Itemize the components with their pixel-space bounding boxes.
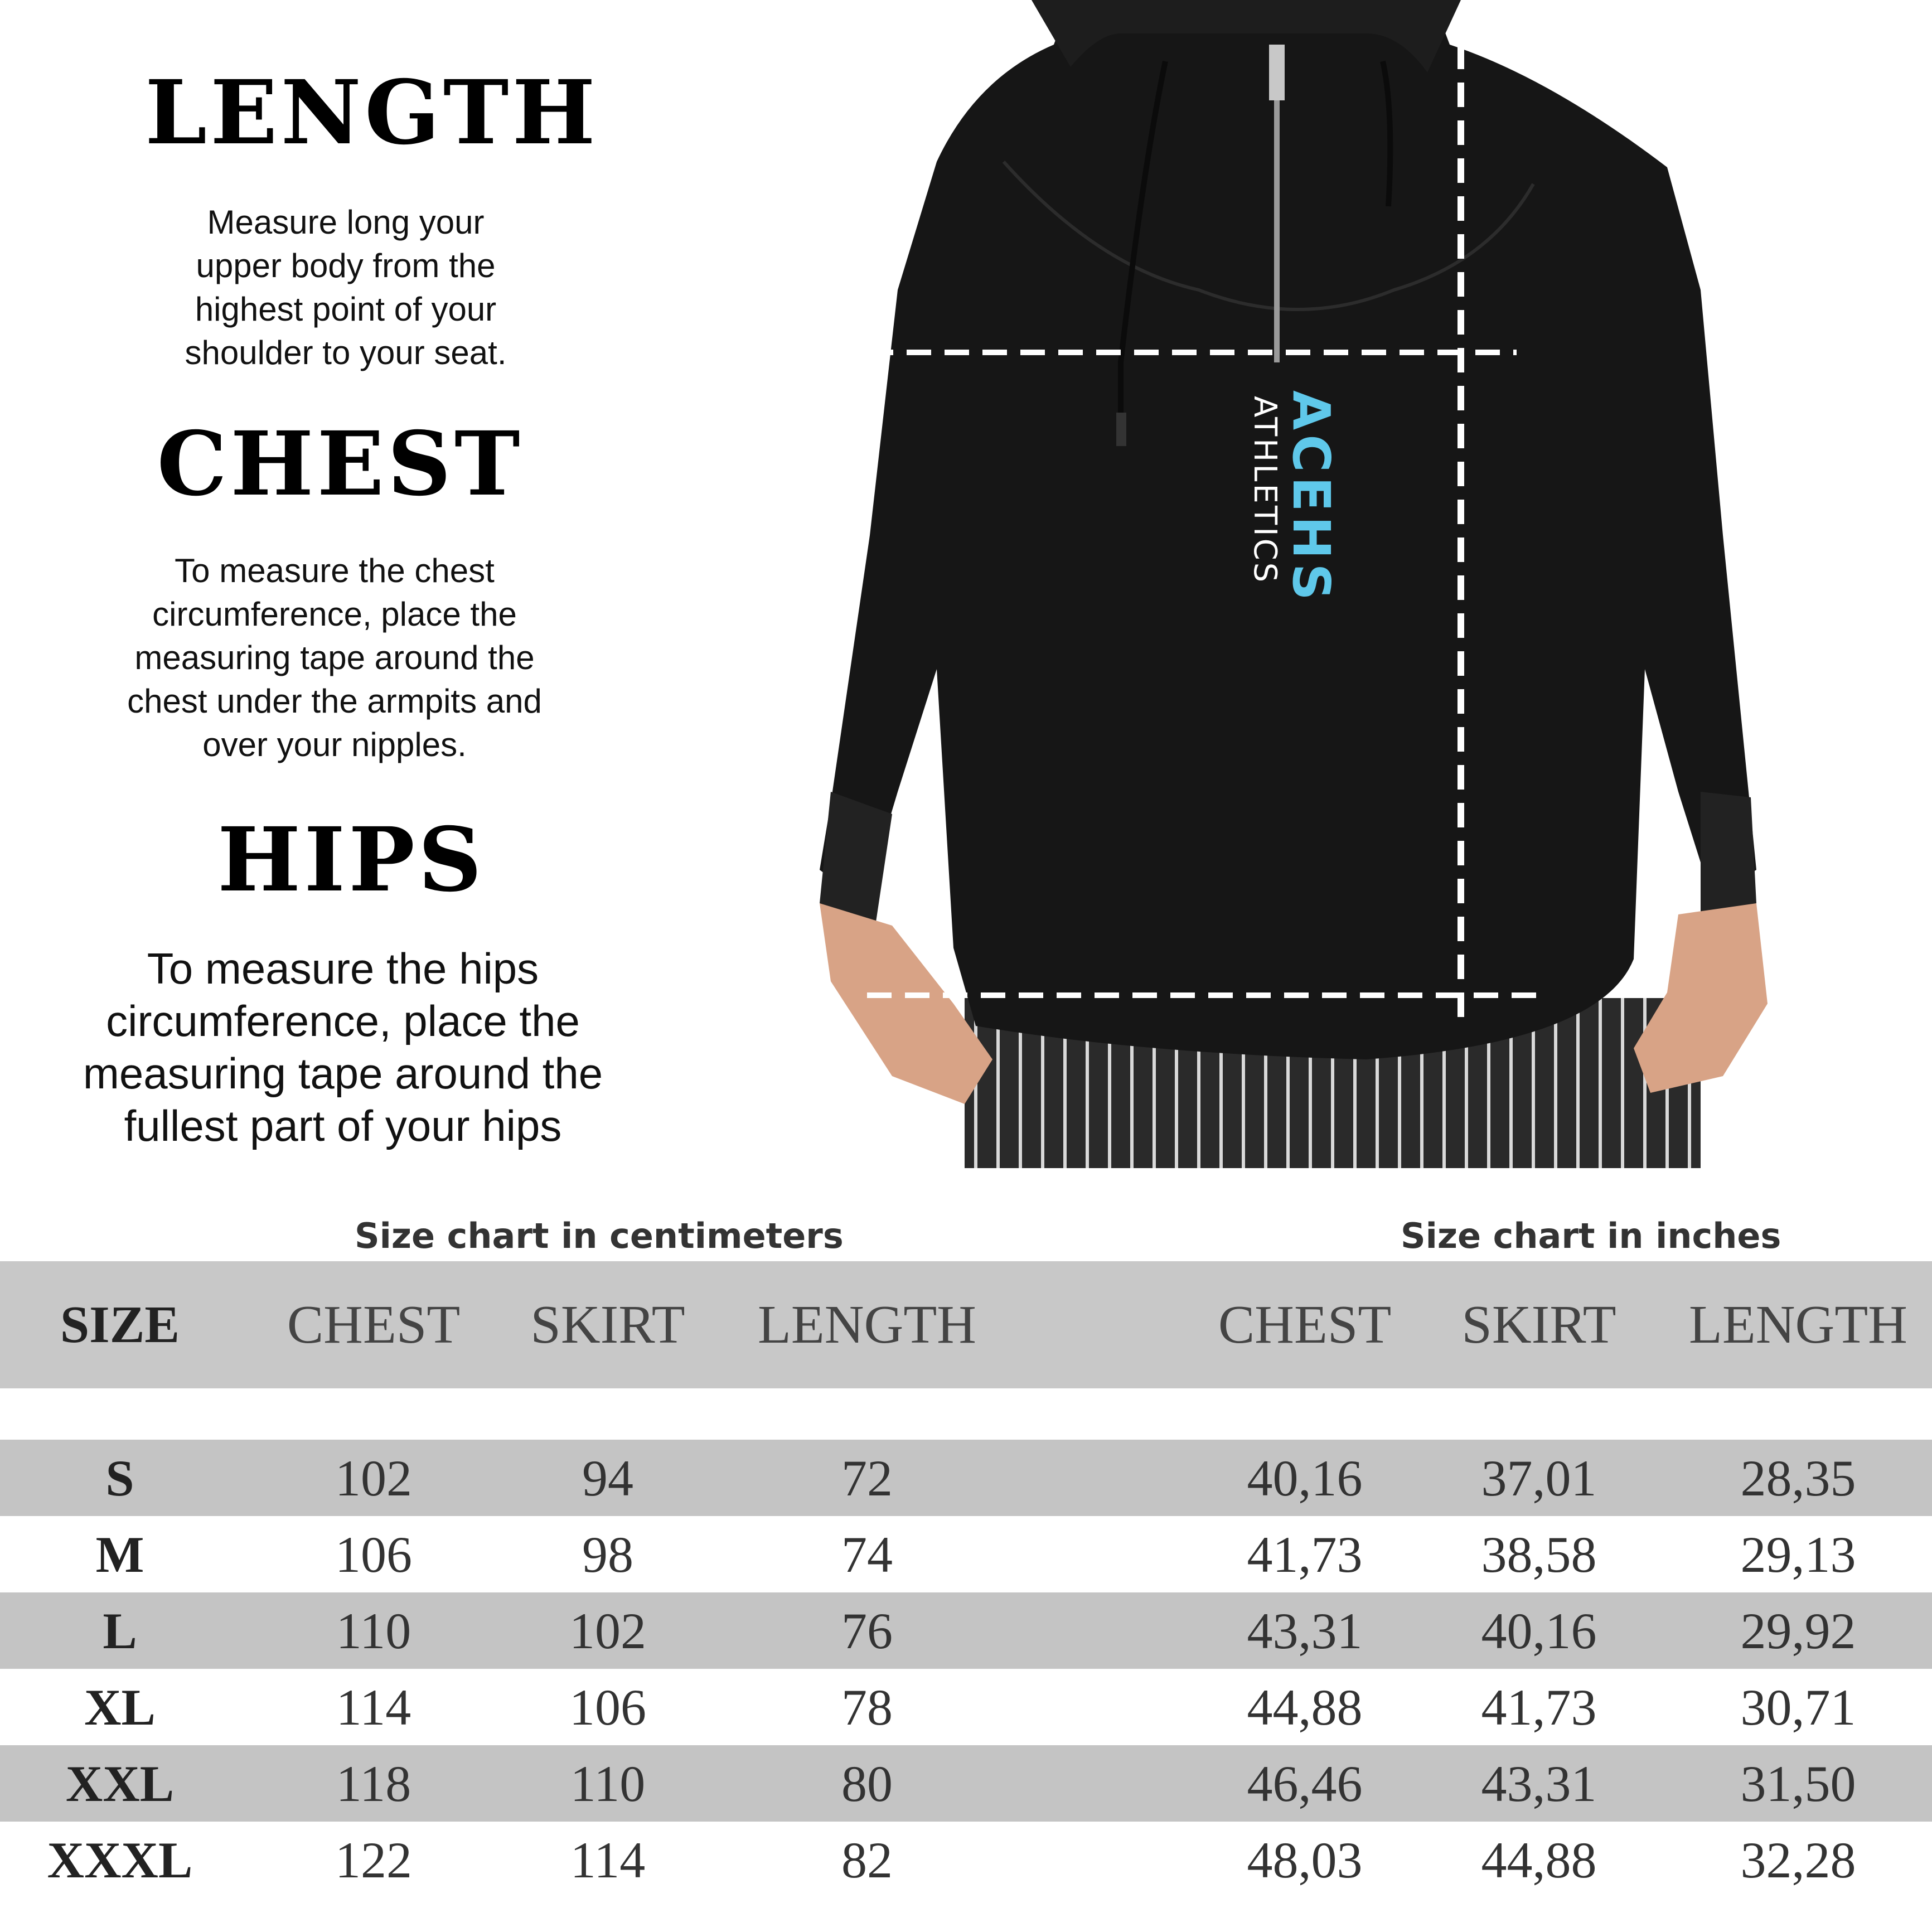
chest-in-cell: 44,88 bbox=[1247, 1678, 1363, 1736]
zipper-pull bbox=[1269, 45, 1285, 100]
size-cell: S bbox=[105, 1449, 134, 1507]
table-header-row bbox=[0, 1261, 1932, 1388]
size-cell: XL bbox=[84, 1678, 156, 1736]
chest-line: measuring tape around the bbox=[134, 639, 535, 676]
skirt-cm-cell: 98 bbox=[582, 1526, 633, 1583]
length-in-cell: 29,13 bbox=[1740, 1526, 1856, 1583]
length-in-cell: 30,71 bbox=[1740, 1678, 1856, 1736]
skirt-in-cell: 40,16 bbox=[1481, 1602, 1597, 1659]
length-in-cell: 32,28 bbox=[1740, 1831, 1856, 1889]
table-spacer bbox=[0, 1388, 1932, 1440]
hips-line: To measure the hips bbox=[147, 944, 539, 993]
chest-description bbox=[89, 549, 580, 767]
skirt-cm-cell: 102 bbox=[569, 1602, 646, 1659]
size-cell: XXXL bbox=[47, 1831, 193, 1889]
brand-logo bbox=[1247, 390, 1341, 605]
length-cm-cell: 78 bbox=[841, 1678, 893, 1736]
hips-line: circumference, place the bbox=[106, 996, 580, 1045]
skirt-in-cell: 44,88 bbox=[1481, 1831, 1597, 1889]
length-in-cell: 29,92 bbox=[1740, 1602, 1856, 1659]
chest-in-cell: 46,46 bbox=[1247, 1755, 1363, 1812]
skirt-cm-cell: 114 bbox=[570, 1831, 646, 1889]
chest-cm-cell: 118 bbox=[336, 1755, 411, 1812]
left-cuff bbox=[820, 792, 892, 926]
length-line: upper body from the bbox=[196, 247, 496, 284]
length-in-cell: 31,50 bbox=[1740, 1755, 1856, 1812]
header-length-cm: LENGTH bbox=[758, 1295, 976, 1355]
header-size: SIZE bbox=[60, 1296, 180, 1354]
size-chart-table bbox=[0, 1261, 1932, 1898]
caption-inches: Size chart in inches bbox=[1401, 1216, 1781, 1256]
skirt-in-cell: 41,73 bbox=[1481, 1678, 1597, 1736]
chest-cm-cell: 102 bbox=[335, 1449, 412, 1507]
header-skirt-in: SKIRT bbox=[1461, 1295, 1616, 1355]
size-cell: M bbox=[95, 1526, 144, 1583]
caption-centimeters: Size chart in centimeters bbox=[355, 1216, 844, 1256]
table-row bbox=[0, 1440, 1932, 1516]
chest-in-cell: 41,73 bbox=[1247, 1526, 1363, 1583]
skirt-cm-cell: 106 bbox=[569, 1678, 646, 1736]
table-row bbox=[0, 1669, 1932, 1745]
hoodie-illustration bbox=[808, 0, 1932, 1168]
header-chest-cm: CHEST bbox=[287, 1295, 461, 1355]
hips-line: fullest part of your hips bbox=[124, 1101, 562, 1150]
hips-description bbox=[67, 942, 619, 1152]
length-in-cell: 28,35 bbox=[1740, 1449, 1856, 1507]
table-row bbox=[0, 1745, 1932, 1822]
logo-mark: ACEHS bbox=[1281, 390, 1341, 605]
header-chest-in: CHEST bbox=[1218, 1295, 1392, 1355]
length-cm-cell: 82 bbox=[841, 1831, 893, 1889]
length-description bbox=[139, 201, 552, 375]
drawstring-tip bbox=[1116, 413, 1126, 446]
table-row bbox=[0, 1822, 1932, 1898]
length-cm-cell: 80 bbox=[841, 1755, 893, 1812]
logo-subtext: ATHLETICS bbox=[1247, 396, 1283, 585]
length-heading: LENGTH bbox=[145, 61, 599, 164]
right-cuff bbox=[1701, 792, 1756, 914]
length-line: highest point of your bbox=[195, 290, 497, 328]
chest-in-cell: 48,03 bbox=[1247, 1831, 1363, 1889]
length-line: shoulder to your seat. bbox=[185, 334, 507, 371]
length-cm-cell: 76 bbox=[841, 1602, 893, 1659]
chest-line: To measure the chest bbox=[175, 552, 495, 589]
header-skirt-cm: SKIRT bbox=[530, 1295, 685, 1355]
size-cell: L bbox=[103, 1602, 137, 1659]
chest-cm-cell: 122 bbox=[335, 1831, 412, 1889]
chest-cm-cell: 110 bbox=[336, 1602, 411, 1659]
table-row bbox=[0, 1516, 1932, 1592]
length-cm-cell: 72 bbox=[841, 1449, 893, 1507]
chest-cm-cell: 114 bbox=[336, 1678, 411, 1736]
skirt-cm-cell: 94 bbox=[582, 1449, 633, 1507]
skirt-in-cell: 37,01 bbox=[1481, 1449, 1597, 1507]
header-length-in: LENGTH bbox=[1689, 1295, 1907, 1355]
skirt-cm-cell: 110 bbox=[570, 1755, 646, 1812]
table-row bbox=[0, 1592, 1932, 1669]
length-cm-cell: 74 bbox=[841, 1526, 893, 1583]
chest-cm-cell: 106 bbox=[335, 1526, 412, 1583]
chest-line: circumference, place the bbox=[152, 595, 517, 633]
chest-line: chest under the armpits and bbox=[127, 682, 542, 720]
chest-line: over your nipples. bbox=[202, 726, 467, 763]
chest-in-cell: 40,16 bbox=[1247, 1449, 1363, 1507]
skirt-in-cell: 38,58 bbox=[1481, 1526, 1597, 1583]
product-photo bbox=[808, 0, 1932, 1168]
length-line: Measure long your bbox=[207, 204, 485, 241]
hips-heading: HIPS bbox=[217, 808, 486, 912]
hips-line: measuring tape around the bbox=[83, 1049, 603, 1098]
skirt-in-cell: 43,31 bbox=[1481, 1755, 1597, 1812]
chest-heading: CHEST bbox=[157, 413, 524, 516]
chest-in-cell: 43,31 bbox=[1247, 1602, 1363, 1659]
size-cell: XXL bbox=[65, 1755, 175, 1812]
